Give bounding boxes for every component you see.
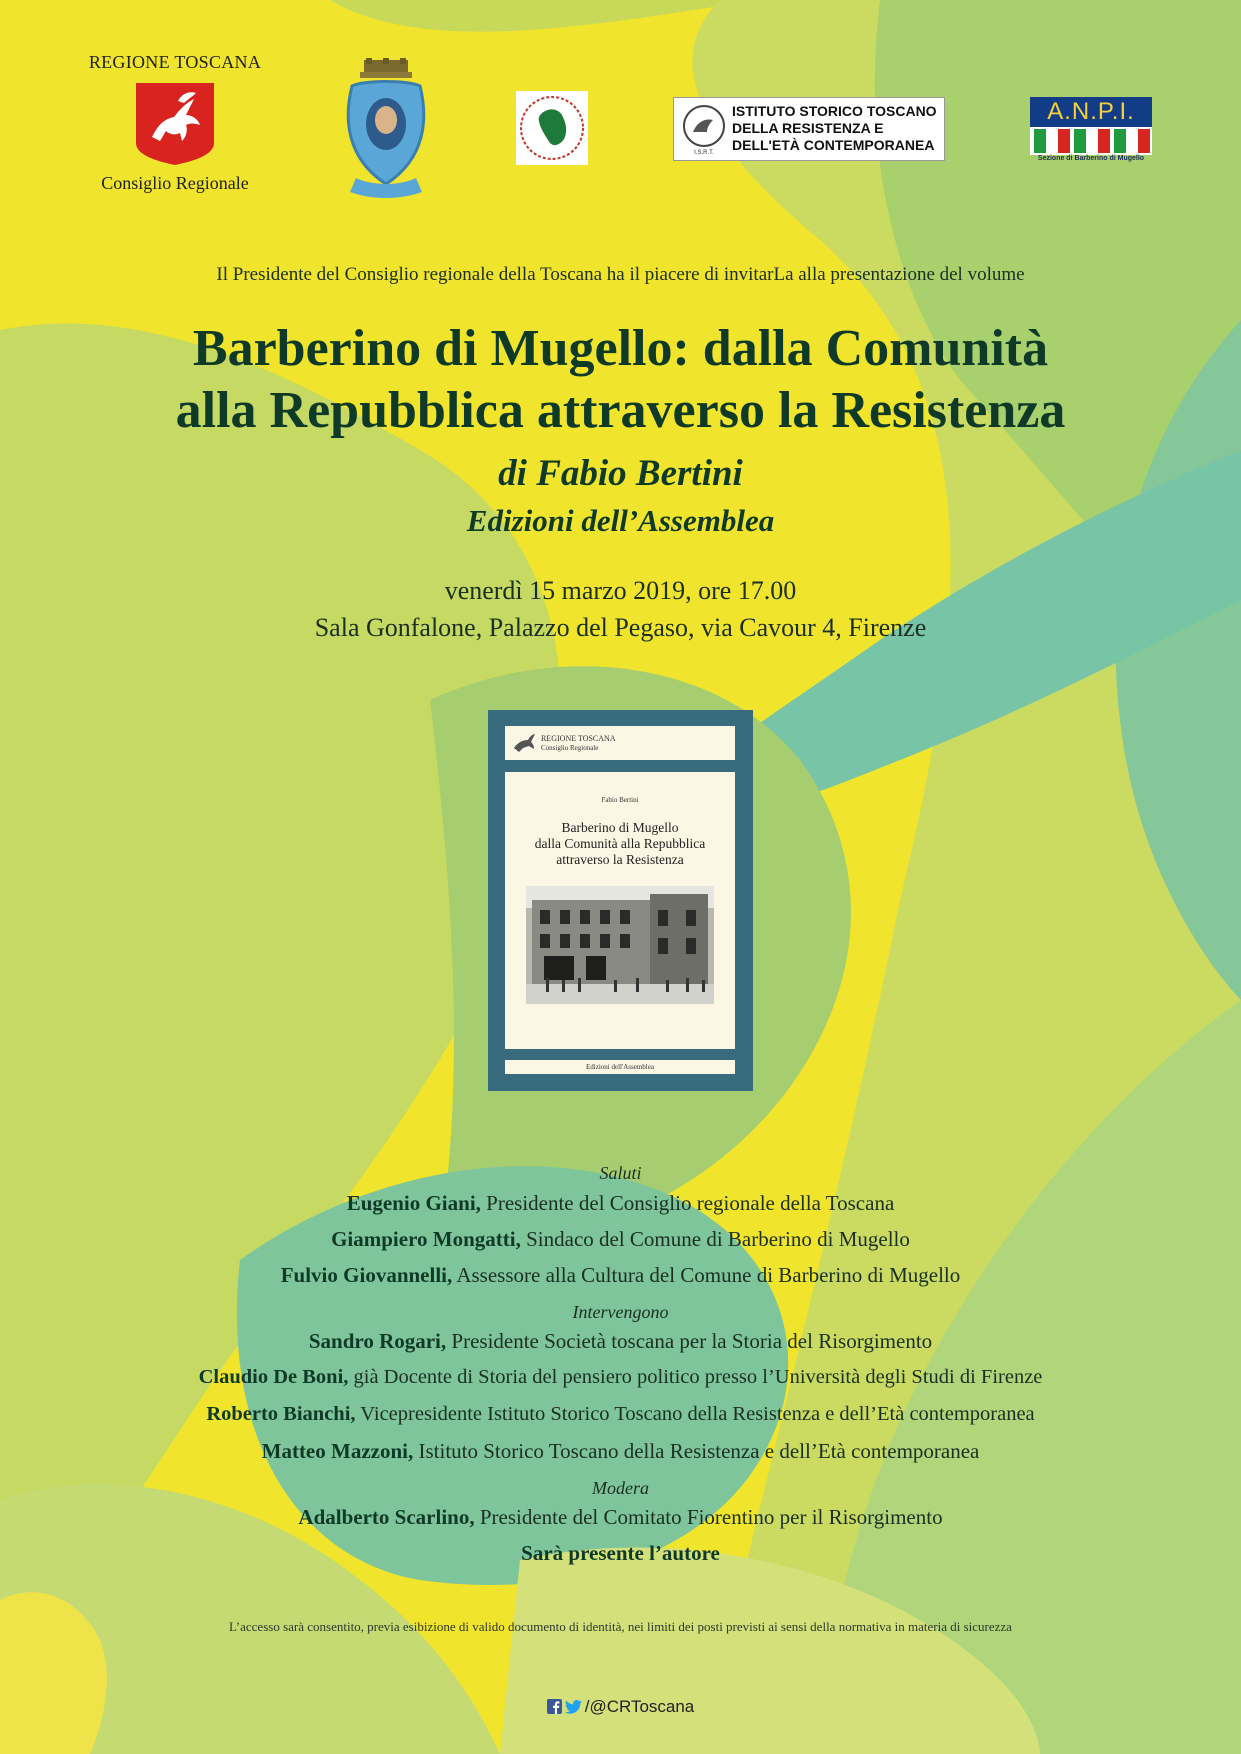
pegasus-shield-icon xyxy=(134,81,216,167)
speaker-name: Claudio De Boni, xyxy=(198,1366,349,1388)
cover-title xyxy=(505,820,735,868)
cover-footer: Edizioni dell'Assemblea xyxy=(505,1060,735,1074)
modera-heading: Modera xyxy=(592,1478,649,1498)
cover-historic-photo xyxy=(526,886,714,1004)
speaker-role: già Docente di Storia del pensiero politico presso l’Università degli Studi di Firenze xyxy=(353,1366,1043,1388)
speaker-name: Roberto Bianchi, xyxy=(206,1403,356,1425)
isrt-line-1: ISTITUTO STORICO TOSCANO xyxy=(732,103,937,119)
speaker-role: Assessore alla Cultura del Comune di Barberino di Mugello xyxy=(456,1263,961,1287)
cover-title-line-2: dalla Comunità alla Repubblica xyxy=(534,836,706,851)
speaker-role: Sindaco del Comune di Barberino di Mugello xyxy=(526,1227,910,1251)
intervengono-heading: Intervengono xyxy=(572,1302,669,1322)
cover-pegasus-icon xyxy=(511,732,537,754)
speaker-name: Sandro Rogari, xyxy=(308,1329,447,1353)
speaker-line xyxy=(0,1366,1241,1389)
isrt-line-2: DELLA RESISTENZA E xyxy=(732,120,884,136)
book-cover-image xyxy=(488,710,753,1091)
isrt-line-3: DELL'ETÀ CONTEMPORANEA xyxy=(732,137,935,153)
speaker-name: Adalberto Scarlino, xyxy=(298,1505,475,1529)
speaker-name: Giampiero Mongatti, xyxy=(331,1227,521,1251)
speaker-role: Vicepresidente Istituto Storico Toscano della Resistenza e dell’Età contemporanea xyxy=(360,1403,1035,1425)
book-publisher: Edizioni dell’Assemblea xyxy=(466,503,775,538)
speaker-role: Presidente del Consiglio regionale della Toscana xyxy=(486,1191,895,1215)
speaker-line xyxy=(0,1191,1241,1216)
cover-header-line-2: Consiglio Regionale xyxy=(541,744,599,752)
author-present-note: Sarà presente l’autore xyxy=(521,1541,720,1565)
twitter-icon xyxy=(565,1700,582,1714)
svg-text:I.S.R.T.: I.S.R.T. xyxy=(694,150,714,156)
saluti-heading: Saluti xyxy=(599,1163,642,1183)
speaker-name: Eugenio Giani, xyxy=(346,1191,481,1215)
book-title-line-1: Barberino di Mugello: dalla Comunità xyxy=(192,320,1049,377)
facebook-icon xyxy=(547,1699,562,1714)
social-handle xyxy=(0,1697,1241,1717)
speaker-role: Presidente del Comitato Fiorentino per il Risorgimento xyxy=(479,1505,943,1529)
cover-header xyxy=(505,726,735,760)
speaker-line xyxy=(0,1329,1241,1354)
cover-author: Fabio Bertini xyxy=(601,796,639,804)
speaker-role: Istituto Storico Toscano della Resistenza e dell’Età contemporanea xyxy=(418,1439,980,1463)
event-venue: Sala Gonfalone, Palazzo del Pegaso, via Cavour 4, Firenze xyxy=(314,613,927,642)
cover-title-line-3: attraverso la Resistenza xyxy=(556,852,684,867)
invitation-text: Il Presidente del Consiglio regionale della Toscana ha il piacere di invitarLa alla presentazione del volume xyxy=(216,264,1025,285)
speaker-line xyxy=(0,1263,1241,1288)
book-author: di Fabio Bertini xyxy=(498,453,743,494)
book-title-line-2: alla Repubblica attraverso la Resistenza xyxy=(175,382,1066,439)
toscana-map-circular-logo-icon xyxy=(516,91,588,165)
comune-coat-of-arms-icon xyxy=(342,58,430,206)
regione-toscana-logo xyxy=(80,52,270,212)
italian-flag-stripes-icon xyxy=(1030,127,1152,155)
isrt-emblem-icon xyxy=(679,102,729,158)
speaker-line xyxy=(0,1505,1241,1530)
speaker-line xyxy=(0,1227,1241,1252)
isrt-logo-text xyxy=(732,103,944,154)
cover-header-line-1: REGIONE TOSCANA xyxy=(541,734,616,743)
speaker-role: Presidente Società toscana per la Storia del Risorgimento xyxy=(451,1329,933,1353)
speaker-name: Matteo Mazzoni, xyxy=(261,1439,414,1463)
anpi-section-text: Sezione di Barberino di Mugello xyxy=(1037,155,1145,162)
anpi-text: A.N.P.I. xyxy=(1047,98,1135,125)
speaker-line xyxy=(0,1439,1241,1464)
event-date: venerdì 15 marzo 2019, ore 17.00 xyxy=(444,576,797,605)
regione-logo-title: REGIONE TOSCANA xyxy=(88,52,262,72)
access-note: L’accesso sarà consentito, previa esibizione di valido documento di identità, nei limiti dei posti previsti ai sensi della normativa in materia di sicurezza xyxy=(229,1619,1012,1634)
anpi-logo xyxy=(1030,97,1152,165)
social-handle-text: /@CRToscana xyxy=(584,1697,695,1716)
speaker-name: Fulvio Giovannelli, xyxy=(280,1263,453,1287)
cover-panel xyxy=(505,772,735,1049)
cover-title-line-1: Barberino di Mugello xyxy=(561,820,679,835)
speaker-line xyxy=(0,1403,1241,1426)
regione-logo-subtitle: Consiglio Regionale xyxy=(101,173,249,193)
isrt-logo xyxy=(673,97,945,161)
